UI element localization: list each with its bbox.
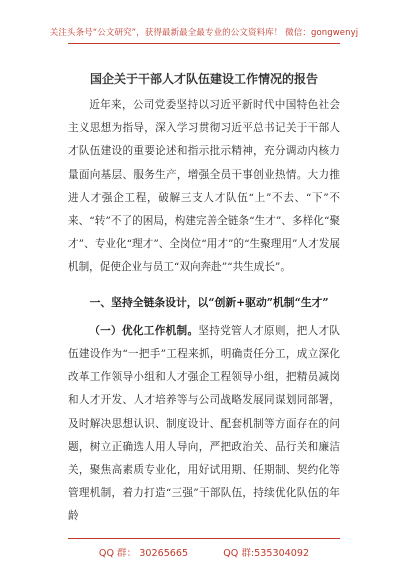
subsection-title: （一）优化工作机制。 [89,324,199,337]
footer-qq-group-2: QQ 群:535304092 [223,548,310,559]
header-banner: 关注头条号“公文研究”，获得最新最全最专业的公文资料库！ 微信：gongwenyj [49,28,359,38]
section-paragraph [68,320,340,529]
footer-divider [68,538,340,539]
document-title: 国企关于干部人才队伍建设工作情况的报告 [89,72,318,86]
header-divider [68,43,340,44]
section-heading: 一、坚持全链条设计，以“创新+驱动”机制“生才” [89,295,329,309]
document-body [68,94,340,529]
footer-qq-group-1: QQ 群： 30265665 [98,548,189,559]
footer [0,545,408,559]
intro-paragraph: 近年来，公司党委坚持以习近平新时代中国特色社会主义思想为指导，深入学习贯彻习近平总书记关于干部人才队伍建设的重要论述和指示批示精神，充分调动内核力量面向基层、服务生产，增强全员干事创业热情。大力推进人才强企工程，破解三支人才队伍“上”不去、“下”不来、“转”不了的困局，构建完善全链条“生才”、多样化“聚才”、专业化“理才”、全岗位“用才”的“生聚理用”人才发展机制，促使企业与员工“双向奔赴”“共生成长”。 [68,99,340,274]
subsection-text: 坚持党管人才原则，把人才队伍建设作为“一把手”工程来抓，明确责任分工，成立深化改革工作领导小组和人才强企工程领导小组，把精员减岗和人才开发、人才培养等与公司战略发展同谋划同部署，及时解决思想认识、制度设计、配套机制等方面存在的问题，树立正确选人用人导向，严把政治关、品行关和廉洁关，聚焦高素质专业化，用好试用期、任期制、契约化等管理机制，着力打造“三强”干部队伍，持续优化队伍的年龄 [68,324,341,523]
